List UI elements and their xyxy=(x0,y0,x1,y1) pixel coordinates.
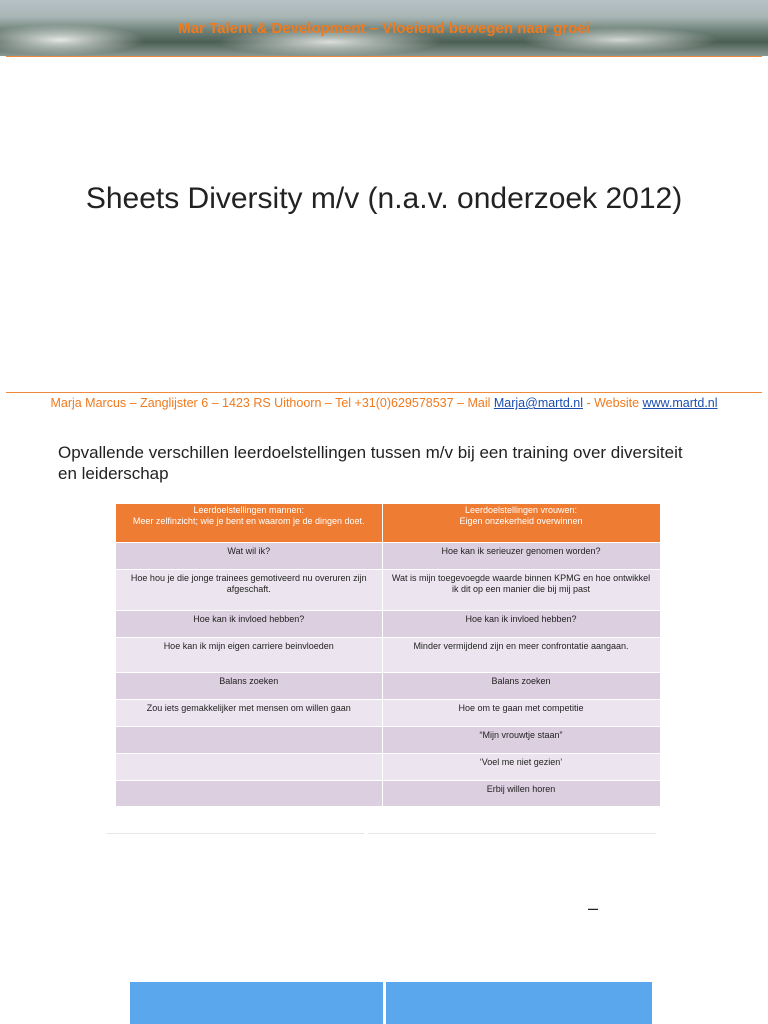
header-women-subtitle: Eigen onzekerheid overwinnen xyxy=(459,516,583,526)
divider-left xyxy=(106,833,364,834)
cell-men: Balans zoeken xyxy=(116,672,382,699)
cell-men: Hoe kan ik invloed hebben? xyxy=(116,610,382,637)
contact-text: Marja Marcus – Zanglijster 6 – 1423 RS Uithoorn – Tel +31(0)629578537 – Mail xyxy=(50,396,494,410)
cell-women: Hoe kan ik serieuzer genomen worden? xyxy=(382,542,660,569)
cell-women: Minder vermijdend zijn en meer confrontatie aangaan. xyxy=(382,637,660,672)
table-header-row xyxy=(116,504,660,542)
website-link[interactable]: www.martd.nl xyxy=(642,396,718,410)
page-title: Sheets Diversity m/v (n.a.v. onderzoek 2012) xyxy=(85,182,683,215)
cell-women: Balans zoeken xyxy=(382,672,660,699)
header-women xyxy=(382,504,660,542)
divider-right xyxy=(368,833,656,834)
blue-header-cell-right xyxy=(386,982,652,1024)
cell-women: Hoe kan ik invloed hebben? xyxy=(382,610,660,637)
intro-text: Opvallende verschillen leerdoelstellingen tussen m/v bij een training over diversiteit en leiderschap xyxy=(58,443,683,483)
cell-men: Zou iets gemakkelijker met mensen om willen gaan xyxy=(116,699,382,726)
blue-header-cell-left xyxy=(130,982,383,1024)
cell-women: Hoe om te gaan met competitie xyxy=(382,699,660,726)
cell-women: Wat is mijn toegevoegde waarde binnen KPMG en hoe ontwikkel ik dit op een manier die bij mij past xyxy=(382,569,660,610)
header-women-title: Leerdoelstellingen vrouwen: xyxy=(464,505,578,515)
footer-divider xyxy=(6,392,762,393)
cell-men xyxy=(116,753,382,780)
contact-line xyxy=(0,396,768,410)
cell-men: Hoe hou je die jonge trainees gemotiveerd nu overuren zijn afgeschaft. xyxy=(116,569,382,610)
table-row xyxy=(116,569,660,610)
dash-mark: – xyxy=(588,898,599,918)
cell-women: ‘Voel me niet gezien’ xyxy=(382,753,660,780)
table-row xyxy=(116,726,660,753)
table-row xyxy=(116,780,660,806)
email-link[interactable]: Marja@martd.nl xyxy=(493,396,583,410)
header-divider xyxy=(6,56,762,57)
table-row xyxy=(116,753,660,780)
table-row xyxy=(116,542,660,569)
goals-table xyxy=(116,504,661,806)
header-men xyxy=(116,504,382,542)
table-row xyxy=(116,610,660,637)
cell-men: Wat wil ik? xyxy=(116,542,382,569)
banner-title: Mar Talent & Development – Vloeiend bewegen naar groei xyxy=(178,20,590,37)
cell-men: Hoe kan ik mijn eigen carriere beinvloeden xyxy=(116,637,382,672)
cell-men xyxy=(116,726,382,753)
website-label: - Website xyxy=(582,396,643,410)
table-row xyxy=(116,699,660,726)
cell-women: “Mijn vrouwtje staan” xyxy=(382,726,660,753)
cell-women: Erbij willen horen xyxy=(382,780,660,806)
header-men-subtitle: Meer zelfinzicht; wie je bent en waarom je de dingen doet. xyxy=(132,516,365,526)
table-row xyxy=(116,637,660,672)
header-men-title: Leerdoelstellingen mannen: xyxy=(193,505,305,515)
table-row xyxy=(116,672,660,699)
header-banner xyxy=(0,0,768,56)
cell-men xyxy=(116,780,382,806)
